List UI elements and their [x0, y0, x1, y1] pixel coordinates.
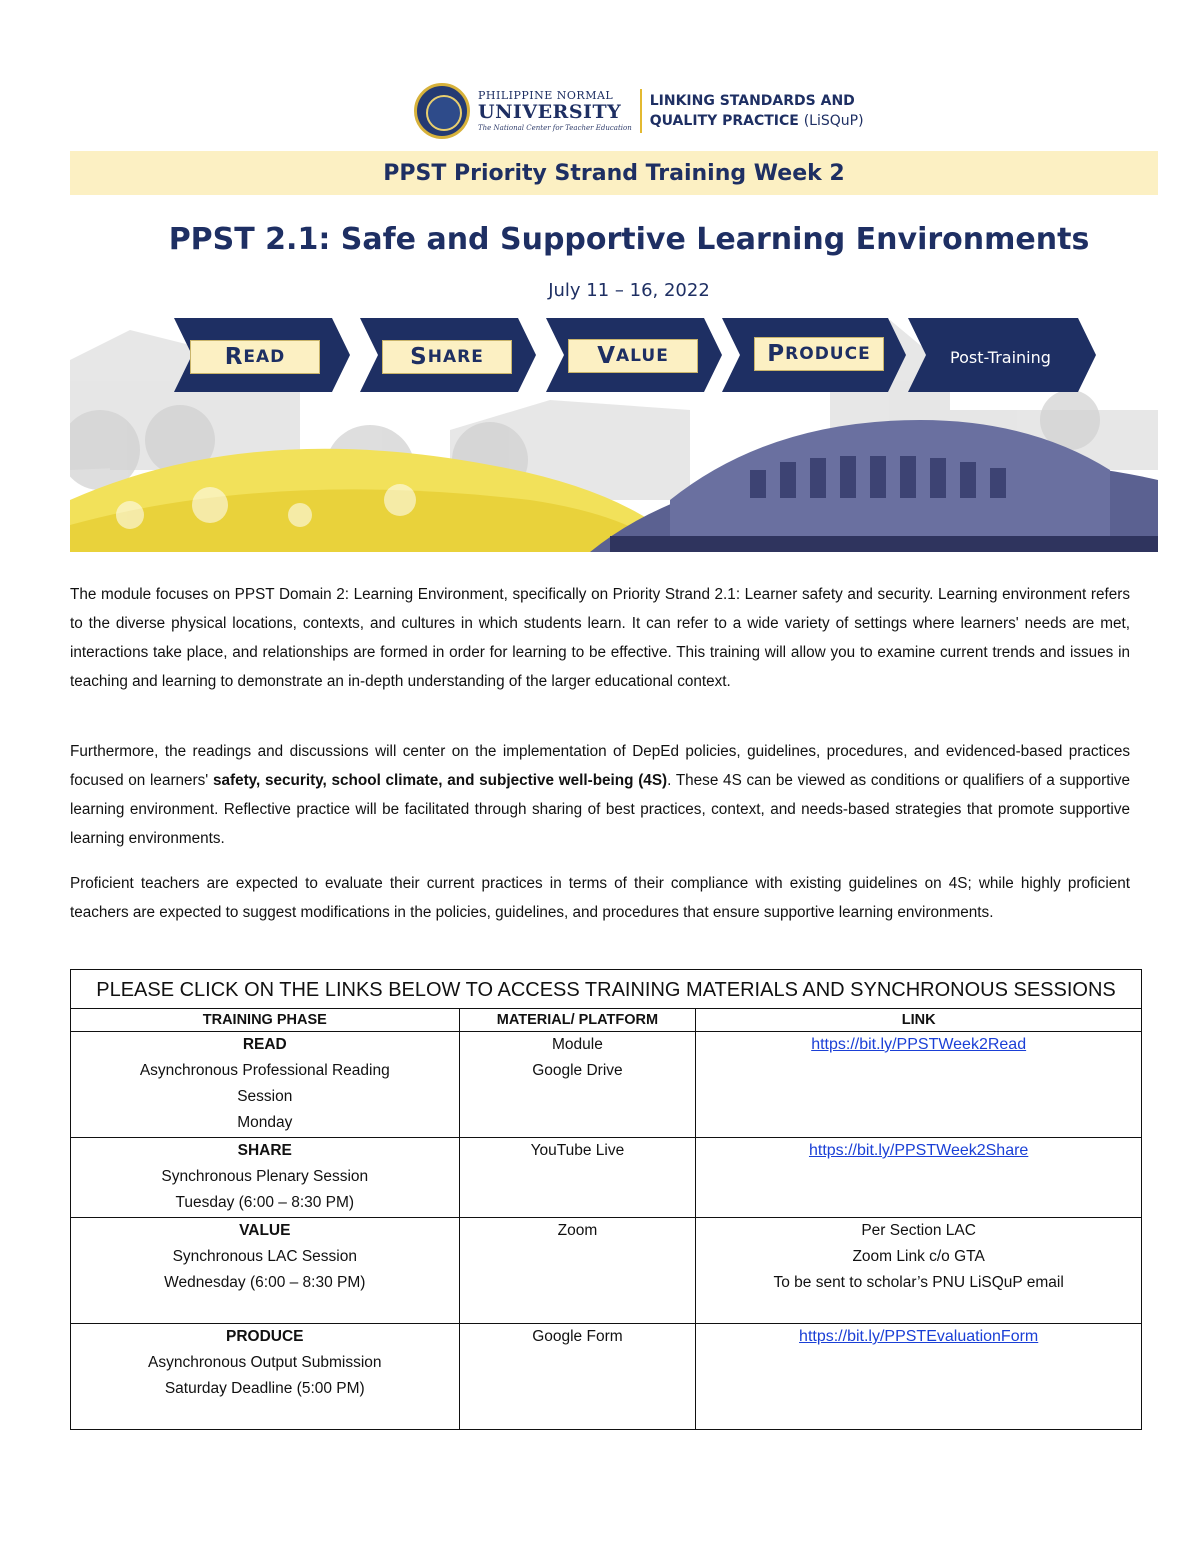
training-links-table	[70, 969, 1142, 1430]
read-link[interactable]: https://bit.ly/PPSTWeek2Read	[811, 1036, 1027, 1053]
table-header-row	[71, 1009, 1142, 1032]
phase-description: Session	[237, 1088, 293, 1105]
link-cell	[696, 1324, 1142, 1430]
phase-cell	[71, 1032, 460, 1138]
focus-paragraph-end: . These 4S can be viewed as conditions or qualifiers of a supportive learning environment. Reflective practice will be facilitated through sharing of best practices, context, and needs-based strategies that promote supportive learning environments.	[70, 772, 1130, 847]
phase-cell	[71, 1138, 460, 1218]
value-link-note: Zoom Link c/o GTA	[852, 1248, 985, 1265]
material-cell	[459, 1324, 696, 1430]
phase-read-rest: EAD	[243, 347, 286, 367]
link-cell	[696, 1032, 1142, 1138]
university-tagline: The National Center for Teacher Education	[478, 124, 632, 132]
phase-description: Asynchronous Professional Reading	[139, 1062, 390, 1079]
value-link-note: To be sent to scholar’s PNU LiSQuP email	[773, 1274, 1064, 1291]
share-link[interactable]: https://bit.ly/PPSTWeek2Share	[808, 1142, 1029, 1159]
column-header-link: LINK	[696, 1009, 1142, 1032]
phase-produce-cap: P	[767, 341, 786, 367]
expectations-paragraph: Proficient teachers are expected to evaluate their current practices in terms of their compliance with existing guidelines on 4S; while highly proficient teachers are expected to suggest modifications in the policies, guidelines, and procedures that ensure supportive learning environments.	[70, 875, 1130, 921]
phase-value-rest: ALUE	[616, 346, 669, 366]
phase-schedule: Monday	[237, 1114, 293, 1131]
table-row-read	[71, 1032, 1142, 1138]
phase-schedule: Tuesday (6:00 – 8:30 PM)	[175, 1194, 355, 1211]
focus-paragraph	[70, 737, 1130, 853]
phase-share-cap: S	[410, 344, 428, 370]
table-row-produce	[71, 1324, 1142, 1430]
university-name-line2: UNIVERSITY	[478, 101, 622, 123]
platform-item: Google Form	[532, 1328, 623, 1345]
table-banner-row	[71, 970, 1142, 1009]
phase-produce-rest: RODUCE	[785, 344, 871, 364]
column-header-phase: TRAINING PHASE	[71, 1009, 460, 1032]
phase-description: Asynchronous Output Submission	[148, 1354, 382, 1371]
table-row-share	[71, 1138, 1142, 1218]
phase-value-label	[568, 339, 698, 373]
university-seal-icon	[414, 83, 470, 139]
link-cell	[696, 1138, 1142, 1218]
university-name	[478, 90, 632, 132]
produce-link[interactable]: https://bit.ly/PPSTEvaluationForm	[799, 1328, 1039, 1345]
phase-description: Synchronous Plenary Session	[161, 1168, 369, 1185]
platform-item: Google Drive	[532, 1062, 623, 1079]
table-banner: PLEASE CLICK ON THE LINKS BELOW TO ACCESS TRAINING MATERIALS AND SYNCHRONOUS SESSIONS	[71, 970, 1142, 1009]
week-band	[70, 151, 1158, 195]
link-cell	[696, 1218, 1142, 1324]
focus-paragraph-4s: safety, security, school climate, and subjective well-being (4S)	[212, 772, 668, 789]
training-phases-banner	[70, 300, 1158, 552]
phase-read-cap: R	[224, 344, 244, 370]
material-cell	[459, 1032, 696, 1138]
material-cell	[459, 1218, 696, 1324]
program-name-line2: QUALITY PRACTICE	[649, 113, 799, 129]
phase-share-label	[382, 340, 512, 374]
university-name-line1: PHILIPPINE NORMAL	[478, 89, 614, 102]
phase-cell	[71, 1218, 460, 1324]
phase-name: READ	[242, 1036, 287, 1053]
phase-schedule: Saturday Deadline (5:00 PM)	[164, 1380, 365, 1397]
week-title: PPST Priority Strand Training Week 2	[383, 160, 845, 186]
phase-produce-label	[754, 337, 884, 371]
focus-paragraph-start: Furthermore, the readings and discussions will center on the implementation of DepEd policies, guidelines, procedures, and evidenced-based practices focused on learners'	[70, 743, 1130, 789]
phase-name: PRODUCE	[226, 1328, 304, 1345]
program-name	[650, 91, 864, 131]
phase-cell	[71, 1324, 460, 1430]
platform-item: YouTube Live	[530, 1142, 625, 1159]
phase-description: Synchronous LAC Session	[172, 1248, 357, 1265]
page-title: PPST 2.1: Safe and Supportive Learning Environments	[168, 222, 1090, 257]
program-name-line1: LINKING STANDARDS AND	[649, 93, 855, 109]
platform-item: Zoom	[557, 1222, 598, 1239]
phase-share-rest: HARE	[427, 347, 484, 367]
table-row-value	[71, 1218, 1142, 1324]
program-abbrev: (LiSQuP)	[803, 113, 864, 129]
column-header-material: MATERIAL/ PLATFORM	[459, 1009, 696, 1032]
phase-name: VALUE	[239, 1222, 291, 1239]
pnu-lisqup-logo	[414, 82, 864, 140]
phase-value-cap: V	[597, 343, 616, 369]
value-link-note: Per Section LAC	[861, 1222, 976, 1239]
training-dates: July 11 – 16, 2022	[548, 280, 710, 301]
material-item: Module	[552, 1036, 603, 1053]
phase-name: SHARE	[237, 1142, 292, 1159]
material-cell	[459, 1138, 696, 1218]
phase-schedule: Wednesday (6:00 – 8:30 PM)	[164, 1274, 366, 1291]
banner-illustration	[70, 300, 1158, 552]
phase-post-training-label: Post-Training	[950, 348, 1051, 367]
logo-divider	[640, 89, 642, 133]
intro-paragraph: The module focuses on PPST Domain 2: Learning Environment, specifically on Priority Strand 2.1: Learner safety and security. Learning environment refers to the diverse physical locations, contexts, and cultures in which students learn. It can refer to a wide variety of settings where learners' needs are met, interactions take place, and relationships are formed in order for learning to be effective. This training will allow you to examine current trends and issues in teaching and learning to demonstrate an in-depth understanding of the larger educational context.	[70, 586, 1130, 690]
phase-read-label	[190, 340, 320, 374]
